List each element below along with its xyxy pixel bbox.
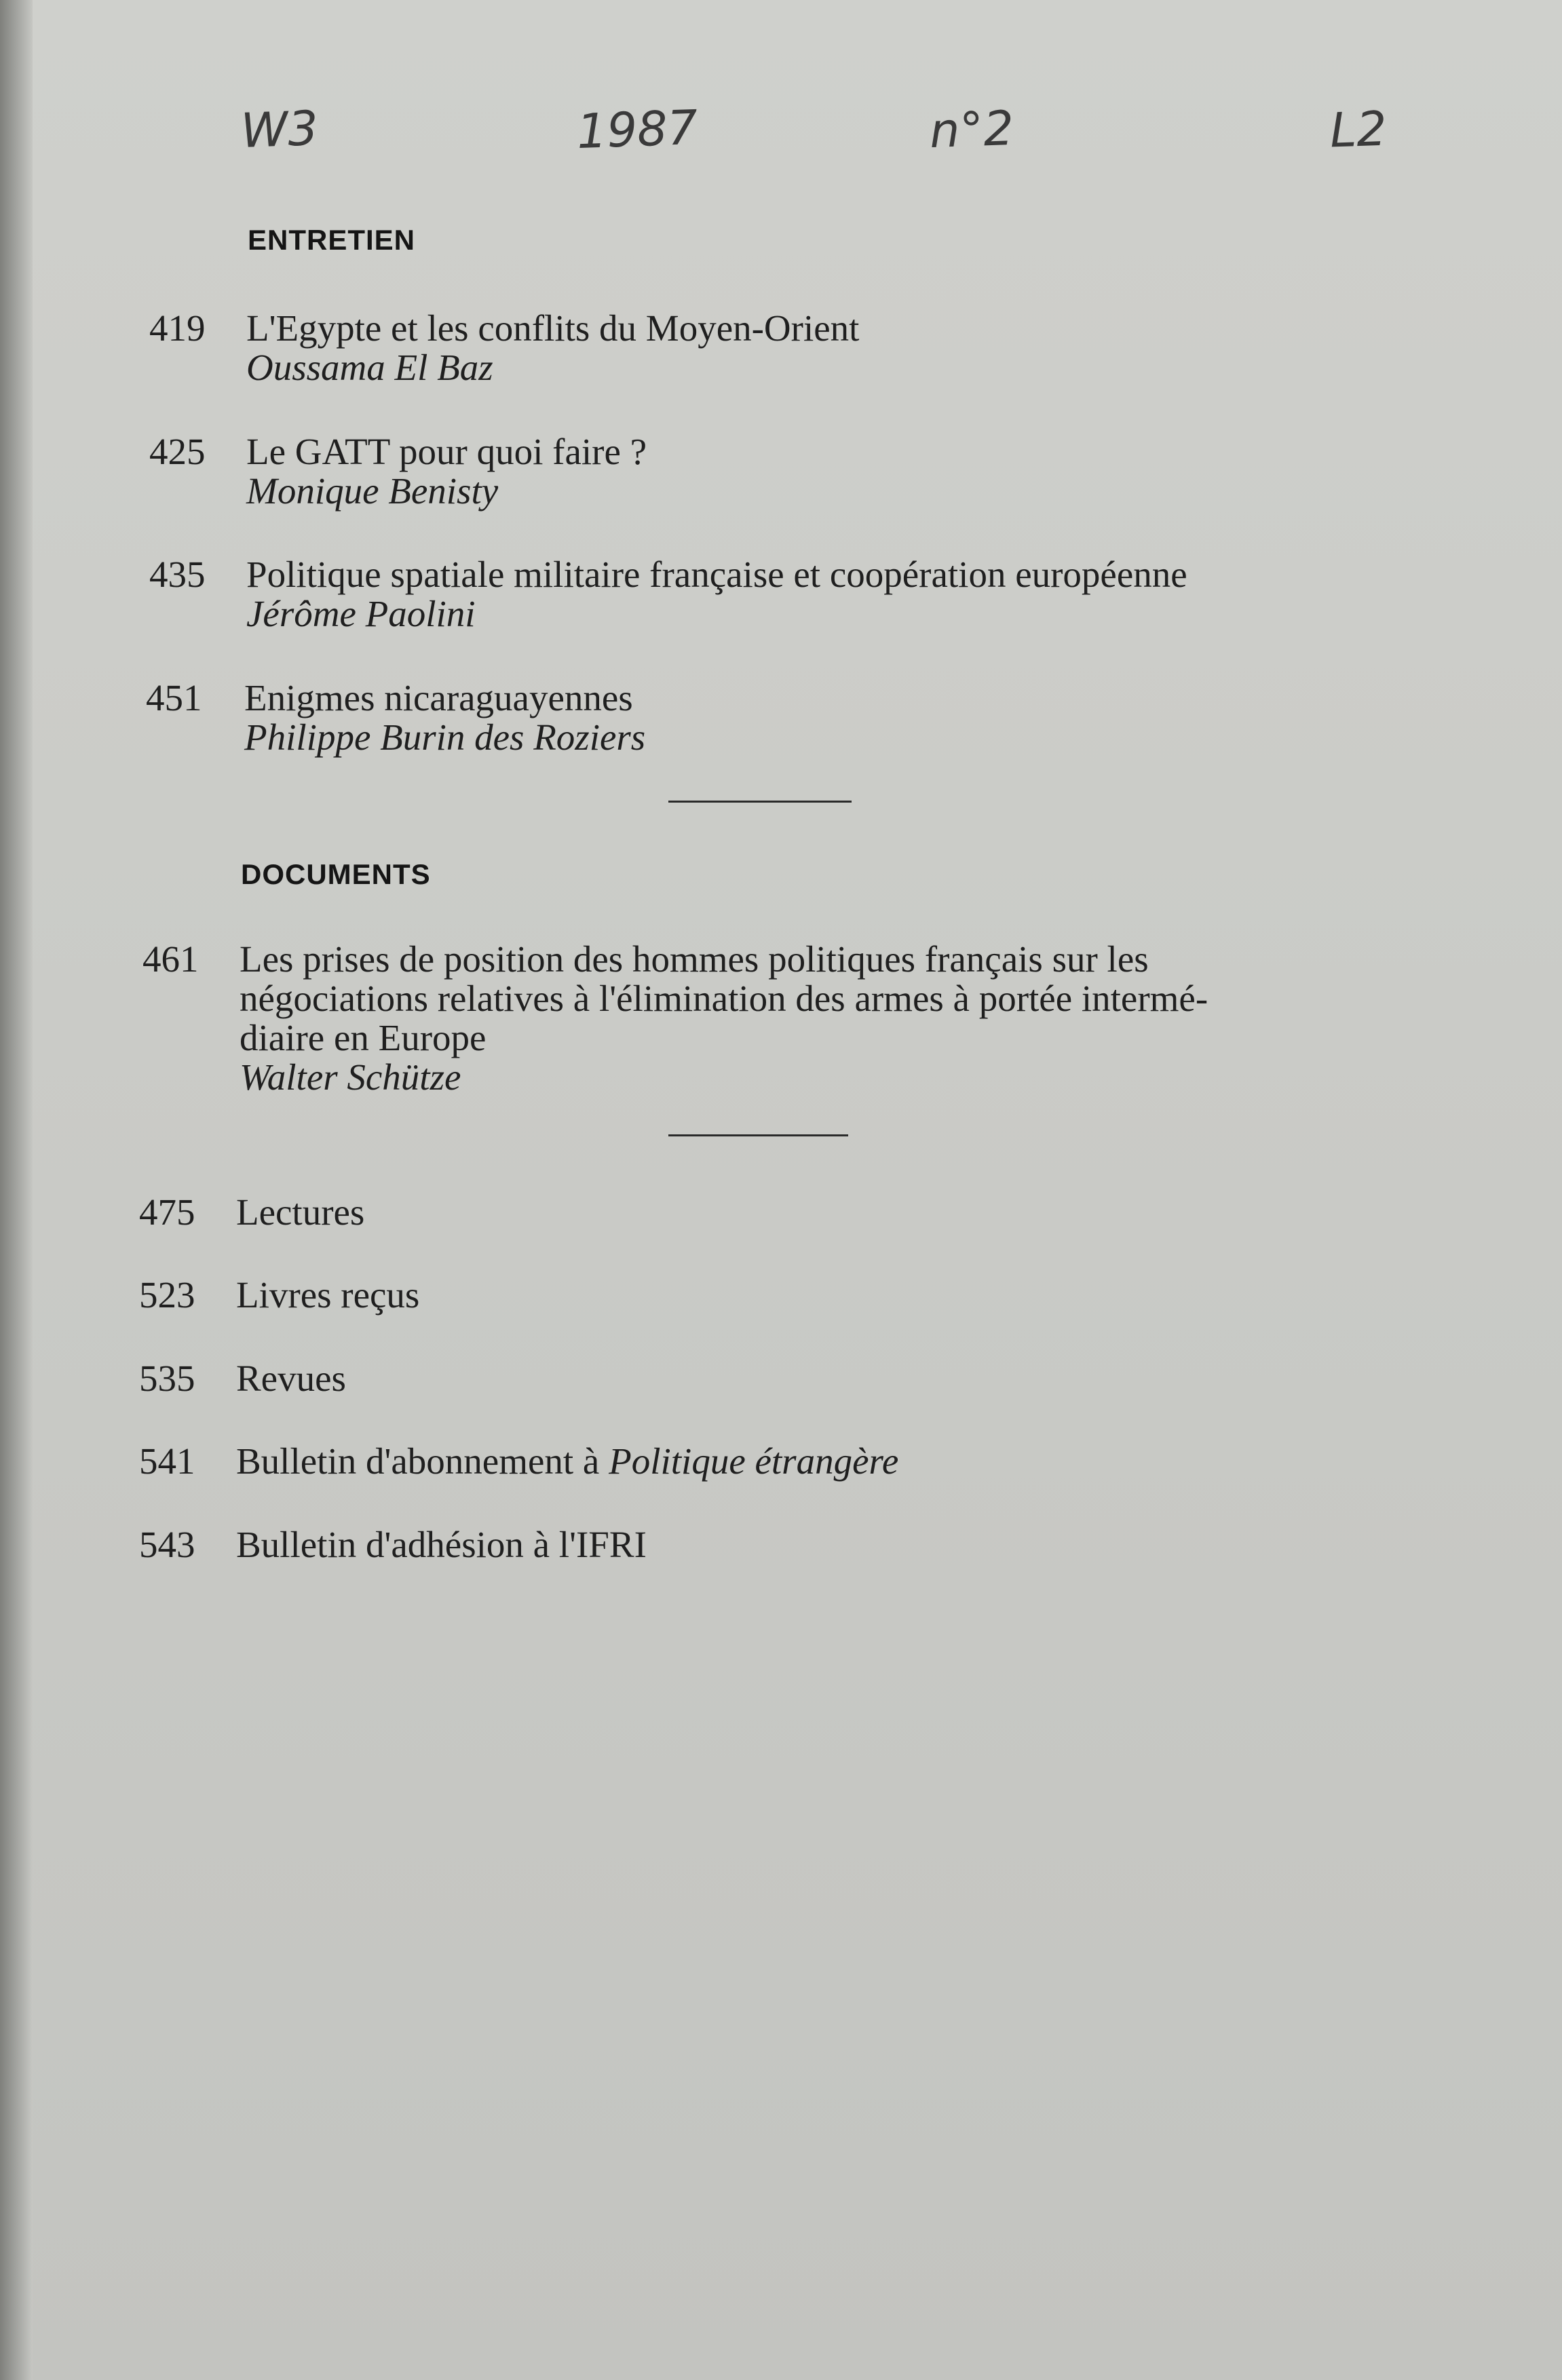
- entry-title-line: négociations relatives à l'élimination des armes à portée intermé-: [240, 978, 1208, 1019]
- entry-author: Walter Schütze: [240, 1056, 461, 1098]
- entry-page-number: 461: [142, 938, 199, 980]
- entry-title: Revues: [236, 1358, 346, 1399]
- entry-page-number: 543: [139, 1524, 195, 1565]
- handwritten-issue-number: n°2: [928, 100, 1015, 159]
- entry-author: Jérôme Paolini: [246, 593, 476, 634]
- entry-title: Lectures: [236, 1191, 365, 1233]
- page-binding-edge: [0, 0, 33, 2380]
- entry-page-number: 523: [139, 1274, 195, 1316]
- section-heading-documents: DOCUMENTS: [241, 858, 431, 890]
- entry-page-number: 451: [146, 677, 202, 718]
- handwritten-code-left: W3: [240, 100, 320, 159]
- divider-rule: [668, 1134, 848, 1136]
- section-heading-entretien: ENTRETIEN: [248, 224, 416, 256]
- divider-rule: [668, 801, 852, 803]
- entry-author: Philippe Burin des Roziers: [244, 716, 646, 758]
- entry-title-line: diaire en Europe: [240, 1017, 487, 1058]
- entry-page-number: 535: [139, 1358, 195, 1399]
- entry-title: Bulletin d'adhésion à l'IFRI: [236, 1524, 647, 1565]
- handwritten-code-right: L2: [1329, 100, 1388, 159]
- entry-page-number: 425: [149, 431, 206, 472]
- entry-author: Monique Benisty: [246, 470, 499, 512]
- entry-title: Enigmes nicaraguayennes: [244, 677, 633, 718]
- entry-title-line: Les prises de position des hommes politiques français sur les: [240, 938, 1149, 980]
- entry-author: Oussama El Baz: [246, 347, 493, 388]
- entry-page-number: 419: [149, 307, 206, 349]
- entry-page-number: 541: [139, 1440, 195, 1482]
- entry-title: Bulletin d'abonnement à: [236, 1440, 600, 1482]
- entry-page-number: 475: [139, 1191, 195, 1233]
- entry-title: Politique spatiale militaire française et coopération européenne: [246, 554, 1187, 595]
- entry-title: L'Egypte et les conflits du Moyen-Orient: [246, 307, 860, 349]
- handwritten-year: 1987: [575, 99, 699, 160]
- entry-page-number: 435: [149, 554, 206, 595]
- entry-title: Livres reçus: [236, 1274, 420, 1316]
- entry-title-italic: Politique étrangère: [609, 1440, 899, 1482]
- entry-title: Le GATT pour quoi faire ?: [246, 431, 647, 472]
